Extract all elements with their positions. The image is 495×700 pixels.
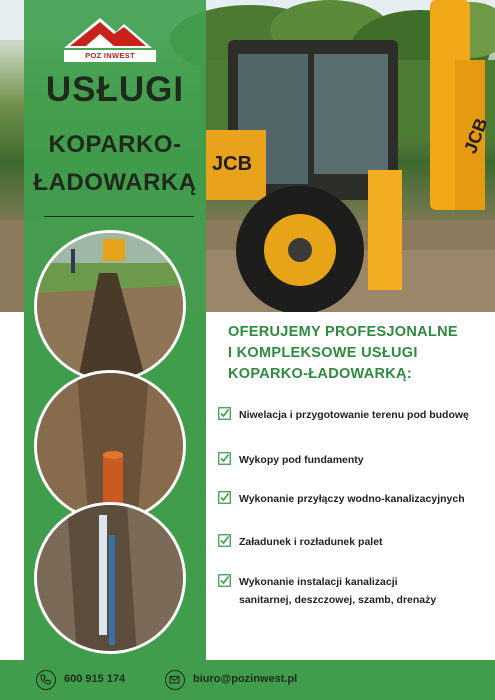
- service-line: Wykopy pod fundamenty: [239, 454, 364, 466]
- check-icon: [218, 452, 231, 465]
- offer-heading-line-1: OFERUJEMY PROFESJONALNE: [228, 324, 458, 340]
- service-item: [218, 451, 488, 469]
- subtitle-line-2: ŁADOWARKĄ: [33, 169, 197, 196]
- svg-text:JCB: JCB: [460, 115, 492, 157]
- service-item: [218, 490, 488, 508]
- service-item: [218, 573, 488, 609]
- check-icon: [218, 574, 231, 587]
- trench-photo-3: [34, 502, 186, 654]
- page-subtitle: [24, 126, 206, 202]
- phone-number[interactable]: 600 915 174: [64, 673, 126, 685]
- logo-text: POZ INWEST: [64, 50, 156, 62]
- email-icon: [165, 670, 185, 690]
- check-icon: [218, 534, 231, 547]
- contact-footer: [0, 660, 495, 700]
- service-line: Załadunek i rozładunek palet: [239, 536, 383, 548]
- subtitle-line-1: KOPARKO-: [48, 131, 182, 158]
- offer-heading-line-3: KOPARKO-ŁADOWARKĄ:: [228, 366, 412, 382]
- title-divider: [44, 216, 194, 217]
- trench-photo-1: [34, 230, 186, 382]
- service-text: [239, 533, 383, 551]
- service-item: [218, 533, 488, 551]
- service-text: [239, 451, 364, 469]
- phone-icon: [36, 670, 56, 690]
- service-text: [239, 490, 465, 508]
- offer-heading-line-2: I KOMPLEKSOWE USŁUGI: [228, 345, 418, 361]
- service-line: Wykonanie przyłączy wodno-kanalizacyjnych: [239, 493, 465, 505]
- service-text: [239, 406, 469, 424]
- check-icon: [218, 407, 231, 420]
- email-address[interactable]: biuro@pozinwest.pl: [193, 673, 298, 685]
- svg-text:JCB: JCB: [212, 153, 253, 175]
- trench-photo-2: [34, 370, 186, 522]
- offer-heading: [228, 322, 468, 385]
- service-line: Wykonanie instalacji kanalizacji: [239, 576, 398, 588]
- service-text: [239, 573, 436, 609]
- page-title: USŁUGI: [45, 70, 185, 109]
- check-icon: [218, 491, 231, 504]
- service-line-2: sanitarnej, deszczowej, szamb, drenaży: [239, 594, 437, 606]
- service-line: Niwelacja i przygotowanie terenu pod budowę: [239, 409, 469, 421]
- service-item: [218, 406, 488, 424]
- company-logo: [56, 14, 160, 64]
